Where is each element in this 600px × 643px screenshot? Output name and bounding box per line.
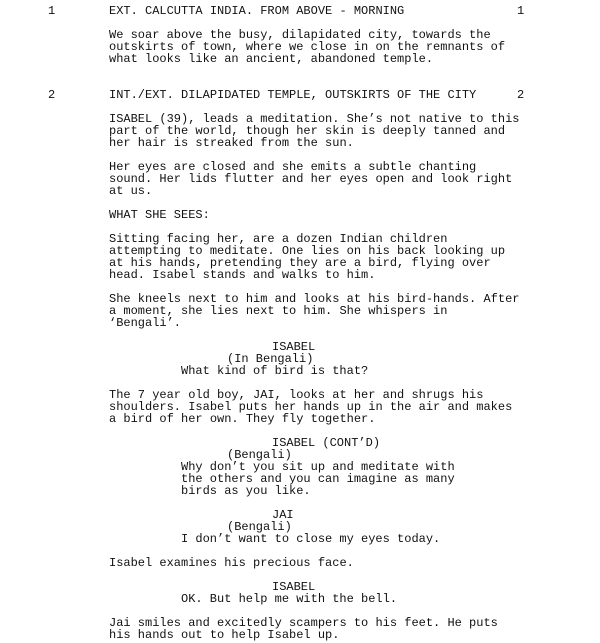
scene-heading: EXT. CALCUTTA INDIA. FROM ABOVE - MORNING [109, 4, 405, 18]
action-line: WHAT SHE SEES: [109, 208, 210, 222]
action-line: at us. [109, 184, 153, 198]
action-line: a bird of her own. They fly together. [109, 412, 376, 426]
action-line: ISABEL (39), leads a meditation. She’s not native to this [109, 112, 520, 126]
action-line: shoulders. Isabel puts her hands up in the air and makes [109, 400, 513, 414]
scene-number-left: 1 [48, 4, 56, 18]
action-line: outskirts of town, where we close in on the remnants of [109, 40, 506, 54]
character-name: ISABEL [272, 580, 316, 594]
action-line: We soar above the busy, dilapidated city, towards the [109, 28, 491, 42]
dialogue-line: Why don’t you sit up and meditate with [181, 460, 455, 474]
scene-number-right: 1 [517, 4, 525, 18]
parenthetical: (Bengali) [227, 520, 292, 534]
action-line: The 7 year old boy, JAI, looks at her and shrugs his [109, 388, 484, 402]
dialogue-line: I don’t want to close my eyes today. [181, 532, 441, 546]
action-line: attempting to meditate. One lies on his back looking up [109, 244, 506, 258]
action-line: part of the world, though her skin is deeply tanned and [109, 124, 506, 138]
scene-number-right: 2 [517, 88, 525, 102]
parenthetical: (Bengali) [227, 448, 292, 462]
scene-heading: INT./EXT. DILAPIDATED TEMPLE, OUTSKIRTS OF THE CITY [109, 88, 477, 102]
action-line: Isabel examines his precious face. [109, 556, 354, 570]
dialogue-line: birds as you like. [181, 484, 311, 498]
dialogue-line: OK. But help me with the bell. [181, 592, 398, 606]
action-line: Jai smiles and excitedly scampers to his feet. He puts [109, 616, 498, 630]
action-line: Sitting facing her, are a dozen Indian children [109, 232, 448, 246]
dialogue-line: What kind of bird is that? [181, 364, 369, 378]
action-line: her hair is streaked from the sun. [109, 136, 354, 150]
action-line: a moment, she lies next to him. She whispers in [109, 304, 448, 318]
action-line: his hands out to help Isabel up. [109, 628, 340, 642]
character-name: ISABEL (CONT’D) [272, 436, 381, 450]
action-line: Her eyes are closed and she emits a subtle chanting [109, 160, 477, 174]
dialogue-line: the others and you can imagine as many [181, 472, 455, 486]
character-name: JAI [272, 508, 294, 522]
action-line: head. Isabel stands and walks to him. [109, 268, 376, 282]
scene-number-left: 2 [48, 88, 56, 102]
parenthetical: (In Bengali) [227, 352, 314, 366]
action-line: sound. Her lids flutter and her eyes open and look right [109, 172, 513, 186]
character-name: ISABEL [272, 340, 316, 354]
action-line: what looks like an ancient, abandoned temple. [109, 52, 434, 66]
action-line: at his hands, pretending they are a bird, flying over [109, 256, 491, 270]
action-line: ‘Bengali’. [109, 316, 182, 330]
action-line: She kneels next to him and looks at his bird-hands. After [109, 292, 520, 306]
